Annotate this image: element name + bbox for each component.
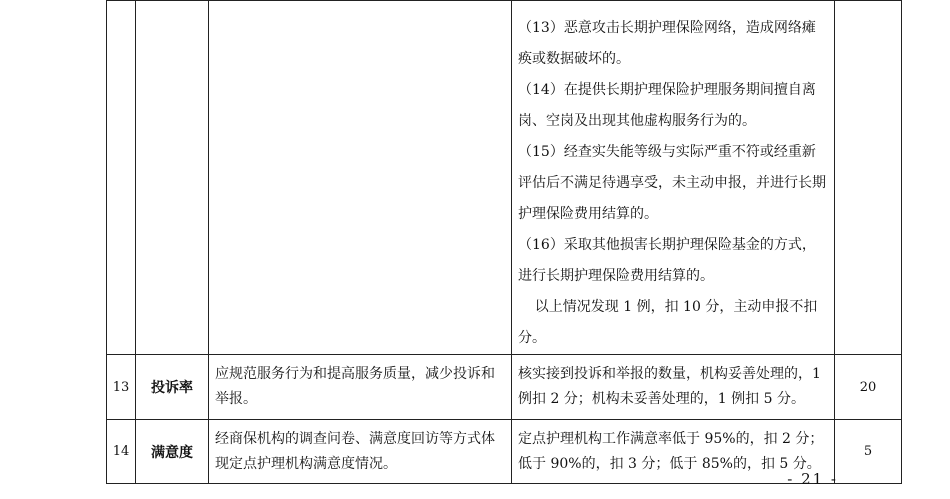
requirement-cell: 经商保机构的调查问卷、满意度回访等方式体现定点护理机构满意度情况。 (209, 420, 512, 484)
item-cell: 满意度 (136, 420, 209, 484)
row-number-cell (107, 1, 136, 355)
row-number-cell: 14 (107, 420, 136, 484)
item-cell (136, 1, 209, 355)
standard-clause: （16）采取其他损害长期护理保险基金的方式，进行长期护理保险费用结算的。 (518, 237, 816, 284)
table-row (107, 420, 902, 484)
page-number: - 21 - (787, 470, 838, 488)
standard-clause: （14）在提供长期护理保险护理服务期间擅自离岗、空岗及出现其他虚构服务行为的。 (518, 82, 816, 129)
item-cell: 投诉率 (136, 355, 209, 420)
standard-clause: （15）经查实失能等级与实际严重不符或经重新评估后不满足待遇享受，未主动申报，并进行长期护理保险费用结算的。 (518, 144, 826, 222)
score-cell: 20 (835, 355, 902, 420)
standard-cell (512, 1, 835, 355)
scoring-table (106, 0, 902, 484)
requirement-cell: 应规范服务行为和提高服务质量，减少投诉和举报。 (209, 355, 512, 420)
standard-note: 以上情况发现 1 例，扣 10 分，主动申报不扣分。 (518, 299, 818, 346)
score-cell: 5 (835, 420, 902, 484)
standard-cell: 定点护理机构工作满意率低于 95%的，扣 2 分；低于 90%的，扣 3 分；低于 85%的，扣 5 分。 (512, 420, 835, 484)
standard-clause: （13）恶意攻击长期护理保险网络，造成网络瘫痪或数据破坏的。 (518, 20, 816, 67)
score-cell (835, 1, 902, 355)
row-number-cell: 13 (107, 355, 136, 420)
requirement-cell (209, 1, 512, 355)
standard-cell: 核实接到投诉和举报的数量，机构妥善处理的，1 例扣 2 分；机构未妥善处理的，1 例扣 5 分。 (512, 355, 835, 420)
table-row (107, 1, 902, 355)
table-row (107, 355, 902, 420)
